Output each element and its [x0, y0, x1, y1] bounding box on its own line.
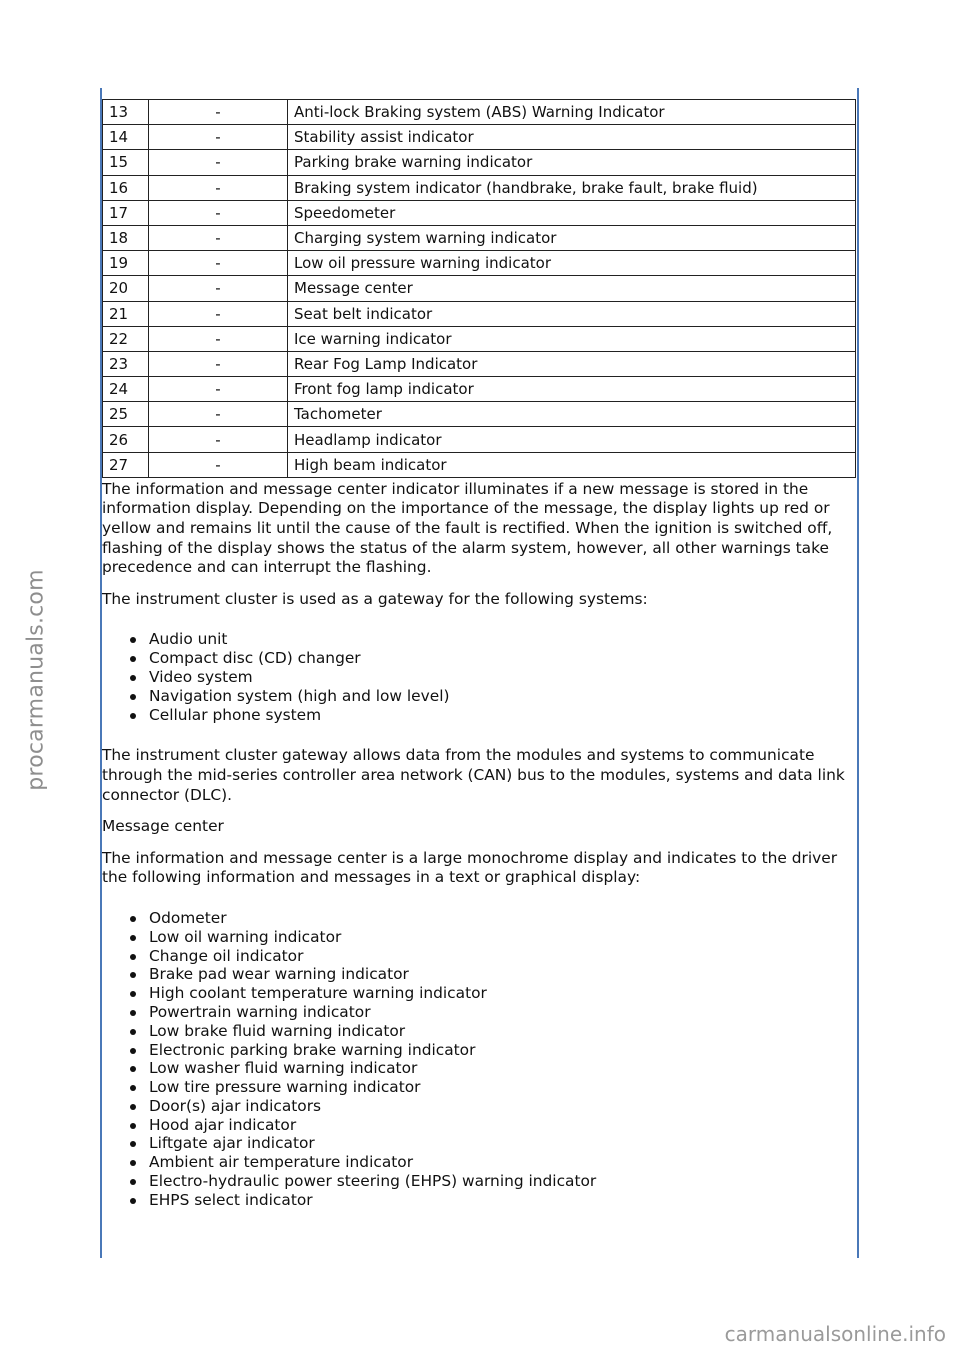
message-center-item: Electronic parking brake warning indicator: [102, 1041, 856, 1060]
legend-description: Ice warning indicator: [288, 326, 856, 351]
legend-description: Speedometer: [288, 200, 856, 225]
legend-dash: -: [149, 175, 288, 200]
gateway-system-item: Navigation system (high and low level): [102, 687, 856, 706]
message-center-item: Low tire pressure warning indicator: [102, 1078, 856, 1097]
legend-number: 23: [103, 351, 149, 376]
message-center-item: High coolant temperature warning indicator: [102, 984, 856, 1003]
legend-number: 27: [103, 452, 149, 477]
legend-description: Rear Fog Lamp Indicator: [288, 351, 856, 376]
legend-row: [103, 377, 856, 402]
legend-row: [103, 326, 856, 351]
message-center-items-list: [102, 909, 856, 1210]
gateway-system-item: Video system: [102, 668, 856, 687]
message-center-item: Hood ajar indicator: [102, 1116, 856, 1135]
legend-dash: -: [149, 125, 288, 150]
message-center-heading: Message center: [102, 817, 224, 836]
legend-number: 26: [103, 427, 149, 452]
message-center-item: Low oil warning indicator: [102, 928, 856, 947]
legend-number: 14: [103, 125, 149, 150]
legend-description: Parking brake warning indicator: [288, 150, 856, 175]
legend-row: [103, 251, 856, 276]
legend-number: 17: [103, 200, 149, 225]
legend-row: [103, 301, 856, 326]
message-center-item: Powertrain warning indicator: [102, 1003, 856, 1022]
legend-dash: -: [149, 251, 288, 276]
legend-number: 25: [103, 402, 149, 427]
legend-number: 16: [103, 175, 149, 200]
legend-dash: -: [149, 402, 288, 427]
legend-row: [103, 150, 856, 175]
legend-row: [103, 175, 856, 200]
legend-dash: -: [149, 150, 288, 175]
gateway-system-item: Audio unit: [102, 630, 856, 649]
message-center-item: Door(s) ajar indicators: [102, 1097, 856, 1116]
legend-row: [103, 125, 856, 150]
legend-number: 13: [103, 100, 149, 125]
legend-number: 18: [103, 225, 149, 250]
message-center-item: Electro-hydraulic power steering (EHPS) warning indicator: [102, 1172, 856, 1191]
footer-watermark: carmanualsonline.info: [724, 1322, 946, 1346]
legend-description: Anti-lock Braking system (ABS) Warning Indicator: [288, 100, 856, 125]
legend-number: 22: [103, 326, 149, 351]
gateway-system-item: Compact disc (CD) changer: [102, 649, 856, 668]
legend-number: 20: [103, 276, 149, 301]
message-center-item: Low brake fluid warning indicator: [102, 1022, 856, 1041]
legend-description: Front fog lamp indicator: [288, 377, 856, 402]
side-watermark: procarmanuals.com: [23, 569, 49, 791]
legend-description: Seat belt indicator: [288, 301, 856, 326]
gateway-detail-paragraph: The instrument cluster gateway allows data from the modules and systems to communicate through the mid-series controller area network (CAN) bus to the modules, systems and data link connector (DLC).: [102, 746, 845, 804]
legend-row: [103, 402, 856, 427]
legend-dash: -: [149, 301, 288, 326]
gateway-system-item: Cellular phone system: [102, 706, 856, 725]
document-content: [102, 99, 856, 1210]
legend-dash: -: [149, 276, 288, 301]
legend-row: [103, 276, 856, 301]
legend-dash: -: [149, 100, 288, 125]
legend-description: Braking system indicator (handbrake, brake fault, brake fluid): [288, 175, 856, 200]
legend-number: 15: [103, 150, 149, 175]
message-center-indicator-paragraph: The information and message center indicator illuminates if a new message is stored in the information display. Depending on the importance of the message, the display lights up red or yellow and remains lit until the cause of the fault is rectified. When the ignition is switched off, flashing of the display shows the status of the alarm system, however, all other warnings take precedence and can interrupt the flashing.: [102, 479, 833, 577]
message-center-item: Brake pad wear warning indicator: [102, 965, 856, 984]
legend-description: High beam indicator: [288, 452, 856, 477]
legend-row: [103, 225, 856, 250]
gateway-paragraph: The instrument cluster is used as a gateway for the following systems:: [102, 589, 648, 608]
message-center-item: Liftgate ajar indicator: [102, 1134, 856, 1153]
legend-description: Low oil pressure warning indicator: [288, 251, 856, 276]
legend-row: [103, 351, 856, 376]
legend-dash: -: [149, 452, 288, 477]
legend-dash: -: [149, 377, 288, 402]
legend-number: 19: [103, 251, 149, 276]
legend-dash: -: [149, 351, 288, 376]
legend-description: Message center: [288, 276, 856, 301]
legend-table-body: [103, 100, 856, 478]
legend-dash: -: [149, 326, 288, 351]
legend-description: Stability assist indicator: [288, 125, 856, 150]
legend-description: Charging system warning indicator: [288, 225, 856, 250]
message-center-item: Change oil indicator: [102, 947, 856, 966]
legend-dash: -: [149, 427, 288, 452]
legend-number: 24: [103, 377, 149, 402]
component-legend-table: [102, 99, 856, 478]
legend-description: Headlamp indicator: [288, 427, 856, 452]
message-center-intro-paragraph: The information and message center is a large monochrome display and indicates to the driver the following information and messages in a text or graphical display:: [102, 848, 838, 887]
message-center-item: Odometer: [102, 909, 856, 928]
legend-row: [103, 200, 856, 225]
message-center-item: Ambient air temperature indicator: [102, 1153, 856, 1172]
message-center-item: Low washer fluid warning indicator: [102, 1059, 856, 1078]
legend-description: Tachometer: [288, 402, 856, 427]
message-center-item: EHPS select indicator: [102, 1191, 856, 1210]
legend-row: [103, 427, 856, 452]
legend-row: [103, 100, 856, 125]
legend-dash: -: [149, 200, 288, 225]
page-frame-right: [857, 88, 859, 1258]
legend-dash: -: [149, 225, 288, 250]
legend-row: [103, 452, 856, 477]
gateway-systems-list: [102, 630, 856, 724]
legend-number: 21: [103, 301, 149, 326]
